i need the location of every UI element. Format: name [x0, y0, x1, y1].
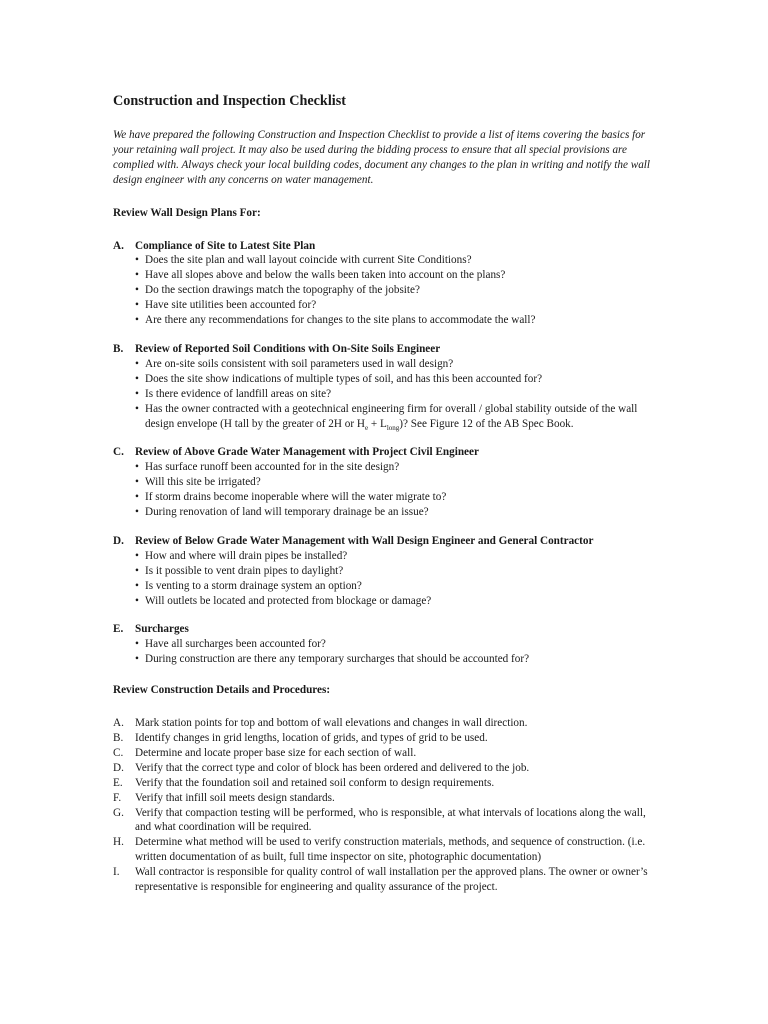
list-item: • Are on-site soils consistent with soil parameters used in wall design? [135, 357, 658, 372]
procedure-text: Mark station points for top and bottom of wall elevations and changes in wall direction. [135, 717, 528, 730]
section-title: Surcharges [135, 623, 189, 636]
bullet-list [113, 357, 658, 432]
procedure-item [113, 791, 658, 806]
list-item: • Are there any recommendations for changes to the site plans to accommodate the wall? [135, 313, 658, 328]
section-title: Review of Reported Soil Conditions with On-Site Soils Engineer [135, 342, 441, 355]
document-title: Construction and Inspection Checklist [113, 93, 346, 109]
list-item: • Has surface runoff been accounted for in the site design? [135, 460, 658, 475]
stability-text-post: )? See Figure 12 of the AB Spec Book. [399, 417, 574, 430]
bullet-list [113, 637, 658, 667]
procedure-text: Verify that the correct type and color of block has been ordered and delivered to the job. [135, 761, 530, 774]
procedures-list [113, 716, 658, 895]
section-heading [113, 445, 658, 460]
list-item: • How and where will drain pipes be installed? [135, 549, 658, 564]
procedure-item [113, 835, 658, 865]
list-item: • Have all surcharges been accounted for? [135, 637, 658, 652]
procedure-letter: C. [113, 746, 124, 759]
stability-text-pre: Has the owner contracted with a geotechnical engineering firm for overall / global stability outside of the wall design envelope (H tall by the greater of 2H or H [145, 402, 638, 430]
procedure-letter: I. [113, 866, 120, 879]
list-item: • Does the site show indications of multiple types of soil, and has this been accounted for? [135, 372, 658, 387]
procedure-item [113, 776, 658, 791]
subscript-long: long [386, 423, 400, 432]
section-heading [113, 622, 658, 637]
subscript-e: e [364, 423, 369, 432]
bullet-list [113, 549, 658, 609]
section-title: Review of Above Grade Water Management with Project Civil Engineer [135, 446, 479, 459]
list-item: • Do the section drawings match the topography of the jobsite? [135, 283, 658, 298]
procedure-letter: E. [113, 776, 123, 789]
construction-heading: Review Construction Details and Procedures: [113, 684, 331, 697]
section-heading [113, 342, 658, 357]
procedure-text: Wall contractor is responsible for quality control of wall installation per the approved plans. The owner or owner’s representative is responsible for engineering and quality assurance of the project. [135, 866, 648, 894]
procedure-text: Identify changes in grid lengths, location of grids, and types of grid to be used. [135, 732, 488, 744]
list-item: • Is it possible to vent drain pipes to daylight? [135, 564, 658, 579]
procedure-text: Verify that the foundation soil and retained soil conform to design requirements. [135, 776, 495, 789]
procedure-item [113, 761, 658, 776]
section-b [113, 342, 658, 431]
section-heading [113, 534, 658, 549]
section-a [113, 239, 658, 328]
procedure-letter: D. [113, 761, 124, 774]
procedure-letter: B. [113, 732, 124, 744]
section-letter: C. [113, 446, 124, 459]
section-title: Compliance of Site to Latest Site Plan [135, 239, 316, 252]
section-letter: E. [113, 623, 124, 636]
stability-text-mid: + L [368, 417, 387, 430]
list-item: • If storm drains become inoperable where will the water migrate to? [135, 490, 658, 505]
procedure-item [113, 806, 658, 836]
list-item: • Will outlets be located and protected from blockage or damage? [135, 594, 658, 609]
procedure-item [113, 746, 658, 761]
section-heading [113, 239, 658, 254]
procedure-text: Determine and locate proper base size for each section of wall. [135, 746, 417, 759]
procedure-item [113, 865, 658, 895]
section-e [113, 622, 658, 667]
procedure-item [113, 716, 658, 731]
list-item: • Will this site be irrigated? [135, 475, 658, 490]
procedure-letter: A. [113, 717, 124, 730]
section-c [113, 445, 658, 520]
document-page [113, 93, 658, 895]
procedure-item [113, 731, 658, 746]
procedure-letter: H. [113, 836, 124, 849]
list-item-stability [135, 402, 658, 432]
list-item: • Have all slopes above and below the walls been taken into account on the plans? [135, 268, 658, 283]
procedure-letter: G. [113, 806, 124, 819]
procedure-letter: F. [113, 791, 122, 804]
review-plans-heading: Review Wall Design Plans For: [113, 206, 261, 219]
intro-paragraph: We have prepared the following Construction and Inspection Checklist to provide a list of items covering the basics for your retaining wall project. It may also be used during the bidding process to ensure that all special provisions are complied with. Always check your local building codes, document any changes to the plan in writing and notify the wall design engineer with any concerns on water management. [113, 129, 651, 186]
list-item: • Is there evidence of landfill areas on site? [135, 387, 658, 402]
list-item: • Is venting to a storm drainage system an option? [135, 579, 658, 594]
list-item: • During renovation of land will temporary drainage be an issue? [135, 505, 658, 520]
section-letter: B. [113, 342, 124, 355]
list-item: • Have site utilities been accounted for? [135, 298, 658, 313]
section-letter: A. [113, 239, 124, 252]
section-title: Review of Below Grade Water Management with Wall Design Engineer and General Contractor [135, 534, 594, 547]
bullet-list [113, 460, 658, 520]
procedure-text: Verify that infill soil meets design standards. [135, 791, 335, 804]
procedure-text: Determine what method will be used to verify construction materials, methods, and sequence of construction. (i.e. written documentation of as built, full time inspector on site, photographic documentation) [135, 836, 646, 864]
section-d [113, 534, 658, 609]
list-item: • During construction are there any temporary surcharges that should be accounted for? [135, 652, 658, 667]
section-letter: D. [113, 534, 124, 547]
bullet-list [113, 253, 658, 328]
list-item: • Does the site plan and wall layout coincide with current Site Conditions? [135, 253, 658, 268]
procedure-text: Verify that compaction testing will be performed, who is responsible, at what intervals of locations along the wall, and what coordination will be required. [135, 806, 646, 834]
